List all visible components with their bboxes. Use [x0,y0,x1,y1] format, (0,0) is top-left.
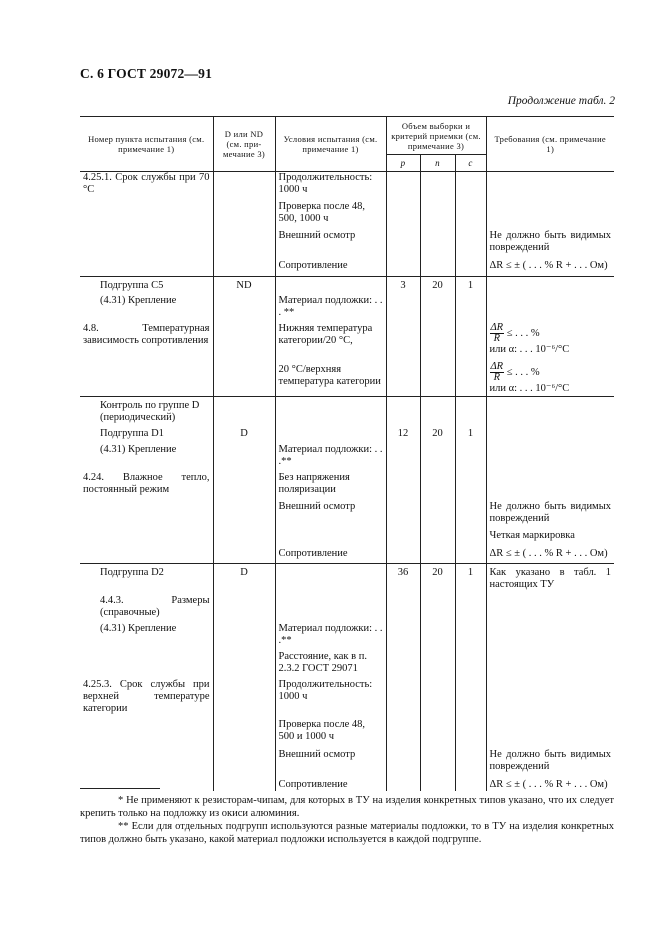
conditions-cell: Без напряжения поляризации [275,468,386,496]
sample-n-cell: 20 [420,564,455,592]
table-row [80,468,614,496]
delta-r-over-r: $\frac{\Delta R}{R}$ [490,322,504,344]
requirements-cell: Как указано в табл. 1 настоящих ТУ [486,564,614,592]
test-clause-cell: 4.25.3. Срок службы при верхней температуре категории [80,675,213,715]
footnote-divider [80,788,160,789]
requirements-cell: ΔR ≤ ± ( . . . % R + . . . Ом) [486,773,614,791]
table-row [80,172,614,197]
conditions-cell: Внешний осмотр [275,496,386,525]
table-row [80,356,614,397]
page-header: С. 6 ГОСТ 29072—91 [80,66,213,81]
test-clause-cell: 4.25.1. Срок службы при 70 °С [80,172,213,197]
table-row [80,542,614,564]
subgroup-label: Подгруппа D2 [80,564,213,592]
table-row [80,254,614,277]
table-row [80,675,614,715]
conditions-cell: Материал подложки: . . . ** [275,292,386,319]
conditions-cell: Сопротивление [275,773,386,791]
delta-r-over-r: $\frac{\Delta R}{R}$ [490,361,504,383]
tcr-requirement: или α: . . . 10⁻⁶/°С [489,383,570,394]
header-test-clause: Номер пункта испытания (см. примечание 1) [80,117,213,172]
footnote-1: * Не применяют к резисторам-чипам, для которых в ТУ на изделия конкретных типов указано, что их следует крепить только на подложку из окиси алюминия. [80,795,614,819]
sample-c-cell: 1 [455,424,486,440]
d-nd-cell: D [213,564,275,592]
test-clause-cell: 4.8. Температурная зависимость сопротивления [80,319,213,356]
subgroup-label: Подгруппа С5 [80,277,213,293]
table-row [80,647,614,675]
sample-p-cell: 3 [386,277,420,293]
conditions-cell: Проверка после 48, 500, 1000 ч [275,196,386,225]
requirements-table [80,116,614,791]
subgroup-label: Подгруппа D1 [80,424,213,440]
sample-p-cell: 36 [386,564,420,592]
table-row [80,424,614,440]
header-sample-size: Объем выборки и критерий приемки (см. примечание 3) [386,117,486,155]
test-clause-cell: 4.24. Влажное тепло, постоянный режим [80,468,213,496]
requirements-table-container [80,116,614,791]
table-row [80,715,614,743]
table-row [80,277,614,293]
table-row [80,564,614,592]
conditions-cell: Проверка после 48, 500 и 1000 ч [275,715,386,743]
conditions-cell: Внешний осмотр [275,743,386,773]
table-continuation-label: Продолжение табл. 2 [507,95,615,107]
footnote-2: ** Если для отдельных подгрупп используются разные материалы подложки, то в ТУ на изделия конкретных типов должно быть указано, какой материал подложки используется в каждой подгруппе. [80,821,614,845]
test-clause-cell: (4.31) Крепление [80,619,213,647]
table-row [80,619,614,647]
table-row [80,292,614,319]
table-row [80,773,614,791]
conditions-cell: Сопротивление [275,542,386,564]
table-row [80,319,614,356]
requirements-cell: Не должно быть видимых повреждений [486,225,614,254]
table-row [80,743,614,773]
conditions-cell: Внешний осмотр [275,225,386,254]
header-sub-p: p [386,155,420,172]
conditions-cell: Продолжительность: 1000 ч [275,675,386,715]
test-clause-cell: 4.4.3. Размеры (справочные) [80,591,213,619]
conditions-cell: 20 °С/верхняя температура категории [275,356,386,397]
header-d-nd: D или ND (см. при- мечание 3) [213,117,275,172]
table-row [80,591,614,619]
footnotes [80,794,614,846]
tcr-requirement: или α: . . . 10⁻⁶/°С [489,344,570,355]
requirements-cell: Четкая маркировка [486,525,614,542]
header-sub-c: c [455,155,486,172]
table-row [80,496,614,525]
header-sub-n: n [420,155,455,172]
sample-p-cell: 12 [386,424,420,440]
header-test-conditions: Условия испытания (см. примечание 1) [275,117,386,172]
test-clause-cell: (4.31) Крепление [80,440,213,468]
table-row [80,397,614,425]
table-row [80,440,614,468]
requirements-cell: $\frac{\Delta R}{R}$ ≤ . . . % или α: . . . 10⁻⁶/°С [486,319,614,356]
header-requirements: Требования (см. примечание 1) [486,117,614,172]
conditions-cell: Нижняя температура категории/20 °С, [275,319,386,356]
test-clause-cell: (4.31) Крепление [80,292,213,319]
requirements-cell: Не должно быть видимых повреждений [486,743,614,773]
sample-c-cell: 1 [455,277,486,293]
requirements-cell: ΔR ≤ ± ( . . . % R + . . . Ом) [486,254,614,277]
conditions-cell: Продолжительность: 1000 ч [275,172,386,197]
group-control-label: Контроль по группе D (периодический) [80,397,213,425]
sample-n-cell: 20 [420,424,455,440]
conditions-cell: Материал подложки: . . .** [275,619,386,647]
table-row [80,196,614,225]
d-nd-cell: D [213,424,275,440]
requirements-cell: $\frac{\Delta R}{R}$ ≤ . . . % или α: . . . 10⁻⁶/°С [486,356,614,397]
d-nd-cell: ND [213,277,275,293]
sample-c-cell: 1 [455,564,486,592]
sample-n-cell: 20 [420,277,455,293]
requirements-cell: Не должно быть видимых повреждений [486,496,614,525]
table-row [80,225,614,254]
conditions-cell: Сопротивление [275,254,386,277]
conditions-cell: Материал подложки: . . .** [275,440,386,468]
conditions-cell: Расстояние, как в п. 2.3.2 ГОСТ 29071 [275,647,386,675]
requirements-cell: ΔR ≤ ± ( . . . % R + . . . Ом) [486,542,614,564]
table-row [80,525,614,542]
